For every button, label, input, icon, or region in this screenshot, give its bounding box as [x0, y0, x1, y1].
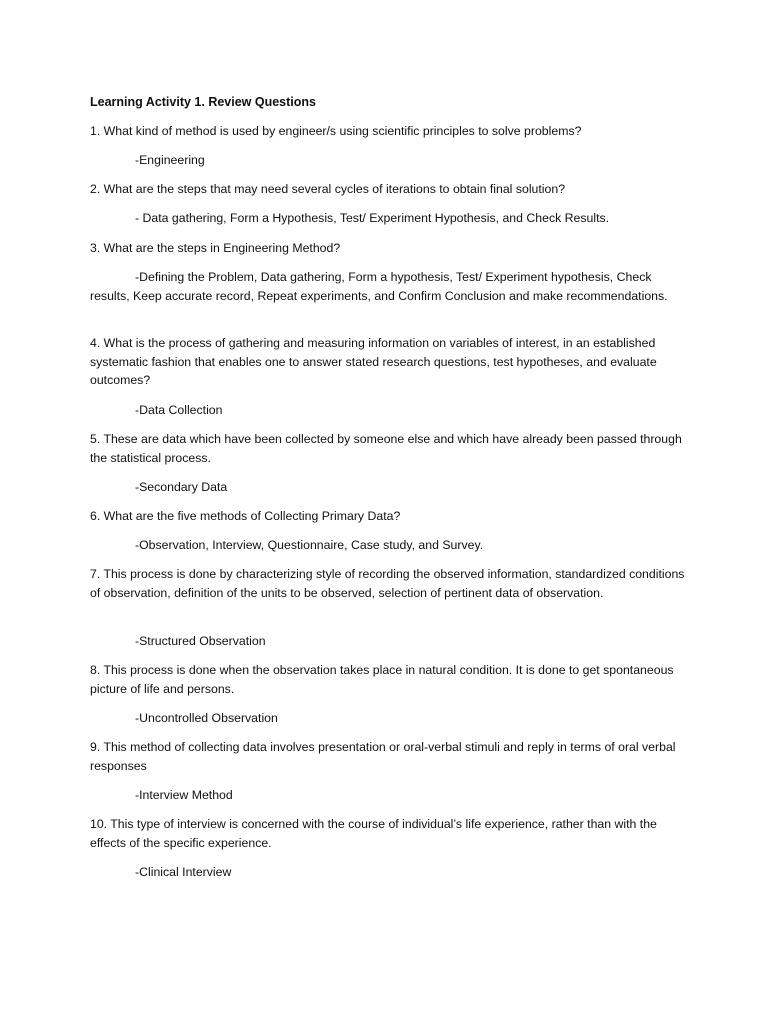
- answer-2: - Data gathering, Form a Hypothesis, Test/ Experiment Hypothesis, and Check Results.: [135, 211, 610, 225]
- question-9: 9. This method of collecting data involves presentation or oral-verbal stimuli and reply in terms of oral verbal responses: [90, 740, 676, 773]
- question-3: 3. What are the steps in Engineering Method?: [90, 241, 341, 255]
- answer-1: -Engineering: [135, 153, 205, 167]
- answer-3: -Defining the Problem, Data gathering, Form a hypothesis, Test/ Experiment hypothesis, Check results, Keep accurate record, Repeat experiments, and Confirm Conclusion and make recommendations.: [90, 270, 668, 303]
- question-7: 7. This process is done by characterizing style of recording the observed information, standardized conditions of observation, definition of the units to be observed, selection of pertinent data of observation.: [90, 567, 685, 600]
- question-2: 2. What are the steps that may need several cycles of iterations to obtain final solution?: [90, 182, 566, 196]
- answer-8: -Uncontrolled Observation: [135, 711, 278, 725]
- answer-10: -Clinical Interview: [135, 865, 232, 879]
- answer-9: -Interview Method: [135, 788, 233, 802]
- answer-5: -Secondary Data: [135, 480, 228, 494]
- answer-7: -Structured Observation: [135, 634, 266, 648]
- question-8: 8. This process is done when the observation takes place in natural condition. It is done to get spontaneous picture of life and persons.: [90, 663, 674, 696]
- answer-6: -Observation, Interview, Questionnaire, Case study, and Survey.: [135, 538, 484, 552]
- document-title: Learning Activity 1. Review Questions: [90, 95, 316, 109]
- question-10: 10. This type of interview is concerned with the course of individual’s life experience, rather than with the effects of the specific experience.: [90, 817, 657, 850]
- answer-4: -Data Collection: [135, 403, 223, 417]
- question-1: 1. What kind of method is used by engineer/s using scientific principles to solve problems?: [90, 124, 582, 138]
- question-5: 5. These are data which have been collected by someone else and which have already been passed through the statistical process.: [90, 432, 682, 465]
- question-4: 4. What is the process of gathering and measuring information on variables of interest, in an established systematic fashion that enables one to answer stated research questions, test hypotheses, and evaluate outcomes?: [90, 336, 657, 387]
- question-6: 6. What are the five methods of Collecting Primary Data?: [90, 509, 401, 523]
